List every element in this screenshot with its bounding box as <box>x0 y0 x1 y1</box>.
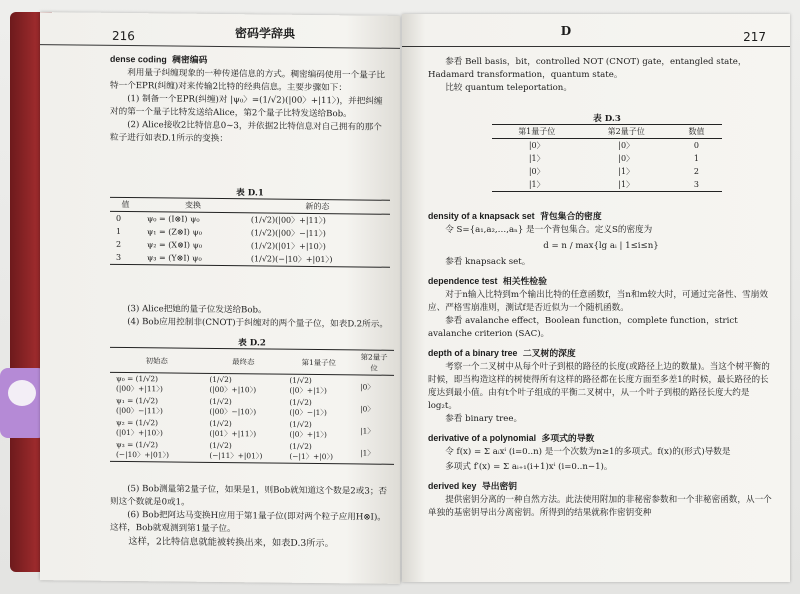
table-caption: 表 D.3 <box>593 114 621 124</box>
entry-term-cn: 相关性检验 <box>502 276 547 286</box>
table-cell: 1 <box>116 226 122 236</box>
table-d1 <box>110 185 390 268</box>
table-header: 变换 <box>141 198 245 213</box>
entry-body: 提供密钥分离的一种自然方法。此法使用附加的非秘密参数和一个非秘密函数，从一个单独的基密钥导出分离密钥。所得到的结果就称作密钥变种 <box>428 495 772 518</box>
table-cell: |1〉 <box>360 425 375 436</box>
table-cell: |0〉 <box>528 141 545 150</box>
table-row <box>492 139 722 153</box>
book-title: 密码学辞典 <box>234 26 295 41</box>
left-page <box>40 12 400 584</box>
entry-term-cn: 多项式的导数 <box>541 433 595 443</box>
table-cell: (1/√2)(|01〉+|11〉) <box>209 418 257 439</box>
table-cell: ψ₃ = (1/√2)(−|10〉+|01〉) <box>116 439 170 460</box>
left-page-header <box>40 22 400 49</box>
table-cell: (1/√2)(|0〉+|1〉) <box>289 375 327 396</box>
table-row <box>110 439 394 464</box>
data-table <box>492 124 722 192</box>
table-cell: (1/√2)(|01〉+|10〉) <box>250 241 326 252</box>
table-d2 <box>110 335 394 465</box>
conclusion: 这样，2比特信息就能被转换出来，如表D.3所示。 <box>128 536 334 550</box>
entry-see: 参看 binary tree。 <box>445 414 523 424</box>
table-cell: ψ₂ = (X⊗I) ψ₀ <box>146 240 203 250</box>
table-row <box>110 395 394 420</box>
step-2: (2) Alice接收2比特信息0~3，并依据2比特信息对自己拥有的那个粒子进行如表D.1所示的变换： <box>110 120 382 145</box>
table-cell: 1 <box>693 154 700 163</box>
entry-body: 令 S={a₁,a₂,…,aₙ} 是一个背包集合。定义S的密度为 <box>445 225 653 235</box>
table-cell: (1/√2)(|0〉−|1〉) <box>289 397 327 418</box>
entry-see: 参看 knapsack set。 <box>445 257 531 267</box>
table-caption: 表 D.2 <box>238 338 266 349</box>
entry-term: derivative of a polynomial <box>428 433 537 443</box>
steps-5-6 <box>110 483 390 551</box>
table-header: 初始态 <box>110 347 203 373</box>
page-number: 216 <box>112 28 135 44</box>
see-also: 参看 Bell basis，bit，controlled NOT (CNOT) gate，entangled state，Hadamard transformation，quantum state。 <box>428 57 747 80</box>
step-4: (4) Bob应用控制非(CNOT)于纠缠对的两个量子位，如表D.2所示。 <box>127 317 388 330</box>
entry-see: 参看 avalanche effect，Boolean function，complete function，strict avalanche criterion (SAC)。 <box>428 316 738 339</box>
table-cell: |0〉 <box>618 141 635 150</box>
table-cell: 3 <box>693 180 700 189</box>
table-header: 第1量子位 <box>492 125 581 139</box>
table-caption: 表 D.1 <box>236 188 264 199</box>
entry-derived-key <box>428 480 774 520</box>
entry-term-cn: 背包集合的密度 <box>540 211 602 221</box>
entry-derivative-polynomial <box>428 432 774 474</box>
table-cell: 0 <box>693 141 700 150</box>
entry-depth-binary-tree <box>428 347 774 426</box>
table-row <box>110 251 390 267</box>
table-cell: (1/√2)(−|10〉+|01〉) <box>250 254 333 265</box>
table-cell: 2 <box>693 167 700 176</box>
table-d3 <box>492 112 722 192</box>
table-cell: |0〉 <box>360 403 375 414</box>
table-cell: (1/√2)(|00〉+|11〉) <box>250 215 326 226</box>
table-cell: (1/√2)(|00〉−|11〉) <box>250 228 326 239</box>
data-table <box>110 197 390 268</box>
right-page-header <box>402 24 790 47</box>
table-header: 第1量子位 <box>283 349 354 375</box>
table-cell: |1〉 <box>618 167 635 176</box>
table-row <box>492 178 722 192</box>
right-page <box>402 14 790 582</box>
step-6: (6) Bob把阿达马变换H应用于第1量子位(即对两个粒子应用H⊗I)。这样，Bob就观测到第1量子位。 <box>110 510 386 535</box>
step-3: (3) Alice把她的量子位发送给Bob。 <box>127 304 267 316</box>
sticker-face-icon <box>8 380 36 406</box>
table-cell: ψ₁ = (Z⊗I) ψ₀ <box>146 227 202 237</box>
compare-note: 比较 quantum teleportation。 <box>445 83 572 93</box>
section-letter: D <box>560 24 572 38</box>
entry-term: dependence test <box>428 276 498 286</box>
table-row <box>492 165 722 178</box>
entry-intro: 利用量子纠缠现象的一种传递信息的方式。稠密编码使用一个量子比特一个EPR(纠缠)对来传输2比特的经典信息。主要步骤如下： <box>110 68 386 94</box>
table-cell: |1〉 <box>528 180 545 189</box>
table-row <box>492 152 722 165</box>
table-cell: 3 <box>116 252 122 262</box>
entry-formula: 多项式 f′(x) = Σ aᵢ₊₁(i+1)xⁱ (i=0..n−1)。 <box>445 462 613 472</box>
entry-dense-coding <box>110 53 390 148</box>
table-header: 最终态 <box>203 348 283 374</box>
page-number: 217 <box>743 30 766 44</box>
entry-term: dense coding <box>110 53 167 65</box>
table-cell: |1〉 <box>360 447 375 458</box>
table-cell: |1〉 <box>528 154 545 163</box>
table-row <box>110 372 394 397</box>
entry-body: 考察一个二叉树中从每个叶子到根的路径的长度(或路径上边的数量)。当这个树平衡的时候，即当构造这样的树使得所有这样的路径都在长度方面至多差1的时候，最长路径的长度达到最小值。由有t个叶子组成的平衡二叉树中，从一个叶子到根的路径长度大约是log₂t。 <box>428 362 770 411</box>
see-also-block <box>428 56 780 95</box>
entry-term-cn: 稠密编码 <box>172 54 208 65</box>
table-header: 数值 <box>671 125 722 139</box>
table-cell: ψ₂ = (1/√2)(|01〉+|10〉) <box>116 417 163 438</box>
table-cell: 0 <box>116 213 122 223</box>
entries <box>428 210 774 520</box>
table-cell: |1〉 <box>618 180 635 189</box>
table-cell: (1/√2)(|0〉+|1〉) <box>289 419 327 440</box>
step-5: (5) Bob测量第2量子位，如果是1，则Bob就知道这个数是2或3；否则这个数就是0或1。 <box>110 484 388 508</box>
entry-term: density of a knapsack set <box>428 211 535 221</box>
table-cell: (1/√2)(−|1〉+|0〉) <box>289 441 334 462</box>
steps-3-4 <box>110 303 390 332</box>
entry-term-cn: 二叉树的深度 <box>522 348 576 358</box>
table-cell: (1/√2)(|00〉+|10〉) <box>209 374 257 395</box>
entry-body: 令 f(x) = Σ aᵢxⁱ (i=0..n) 是一个次数为n≥1的多项式。f(x)的(形式)导数是 <box>445 447 731 457</box>
table-header: 第2量子位 <box>354 350 394 375</box>
data-table <box>110 347 394 465</box>
table-header: 第2量子位 <box>581 125 670 139</box>
entry-body: 对于n输入比特到m个输出比特的任意函数f，当n和m较大时，可通过完备性、雪崩效应、严格雪崩准则，测试f是否近似为一个随机函数。 <box>428 290 768 313</box>
step-1: (1) 制备一个EPR(纠缠)对 |ψ₀〉=(1/√2)(|00〉+|11〉)，并把纠缠对的第一个量子比特发送给Alice，第2个量子比特发送给Bob。 <box>110 94 383 120</box>
table-cell: (1/√2)(−|11〉+|01〉) <box>209 440 263 461</box>
entry-term: depth of a binary tree <box>428 348 518 358</box>
table-cell: ψ₀ = (I⊗I) ψ₀ <box>146 214 200 224</box>
table-cell: |0〉 <box>528 167 545 176</box>
table-cell: |0〉 <box>618 154 635 163</box>
table-cell: ψ₃ = (Y⊗I) ψ₀ <box>146 253 202 263</box>
table-cell: ψ₁ = (1/√2)(|00〉−|11〉) <box>116 395 163 416</box>
entry-term-cn: 导出密钥 <box>481 481 518 491</box>
entry-term: derived key <box>428 481 477 491</box>
table-cell: ψ₀ = (1/√2)(|00〉+|11〉) <box>116 373 163 394</box>
table-cell: (1/√2)(|00〉−|10〉) <box>209 396 257 417</box>
entry-density <box>428 210 774 269</box>
entry-dependence-test <box>428 275 774 341</box>
table-row <box>110 417 394 442</box>
table-header: 新的态 <box>245 199 390 215</box>
table-header: 值 <box>110 197 141 211</box>
entry-formula: d = n / max{lg aᵢ | 1≤i≤n} <box>543 241 659 251</box>
table-cell: |0〉 <box>360 381 375 392</box>
table-cell: 2 <box>116 239 122 249</box>
